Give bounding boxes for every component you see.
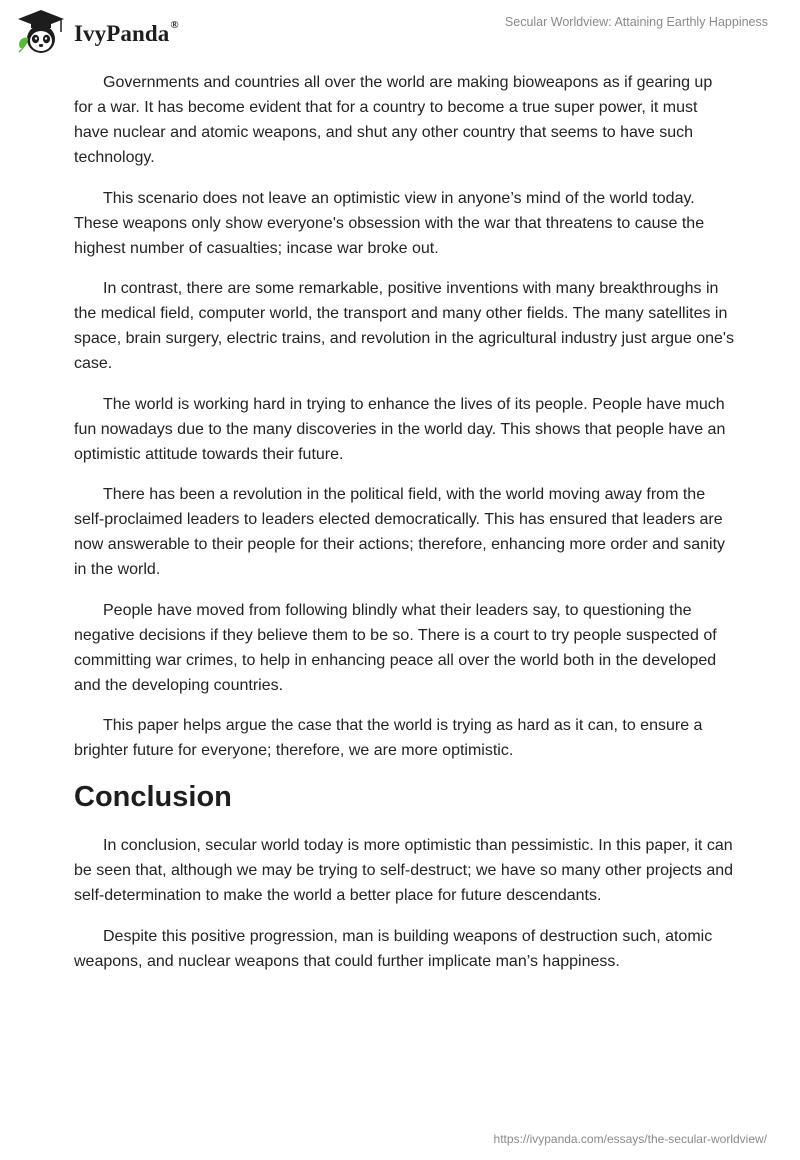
panda-graduate-icon: [14, 8, 68, 56]
conclusion-heading: Conclusion: [74, 781, 232, 813]
paragraph: Governments and countries all over the world are making bioweapons as if gearing up for a war. It has become evident that for a country to become a true super power, it must have nuclear and atomic weapons, and shut any other country that seems to have such technology.: [74, 74, 713, 166]
paragraph: In conclusion, secular world today is more optimistic than pessimistic. In this paper, it can be seen that, although we may be trying to self-destruct; we have so many other projects and self-determination to make the world a better place for future descendants.: [74, 837, 734, 904]
page-header: [0, 0, 800, 64]
paragraph: People have moved from following blindly what their leaders say, to questioning the negative decisions if they believe them to be so. There is a court to try people suspected of committing war crimes, to help in enhancing peace all over the world both in the developed and the developing countries.: [74, 601, 717, 694]
paragraph: In contrast, there are some remarkable, positive inventions with many breakthroughs in the medical field, computer world, the transport and many other fields. The many satellites in space, brain surgery, electric trains, and revolution in the agricultural industry just argue one's case.: [74, 280, 734, 372]
paragraph: There has been a revolution in the political field, with the world moving away from the self-proclaimed leaders to leaders elected democratically. This has ensured that leaders are now answerable to their people for their actions; therefore, enhancing more order and sanity in the world.: [74, 486, 726, 578]
logo-wordmark: IvyPanda®: [74, 19, 179, 46]
paragraph: Despite this positive progression, man is building weapons of destruction such, atomic weapons, and nuclear weapons that could further implicate man’s happiness.: [74, 927, 713, 970]
essay-body: [74, 70, 734, 989]
source-url[interactable]: https://ivypanda.com/essays/the-secular-worldview/: [493, 1132, 767, 1146]
ivypanda-logo[interactable]: [14, 8, 179, 56]
paragraph: This scenario does not leave an optimistic view in anyone’s mind of the world today. These weapons only show everyone's obsession with the war that threatens to cause the highest number of casualties; incase war broke out.: [74, 189, 705, 257]
paragraph: The world is working hard in trying to enhance the lives of its people. People have much fun nowadays due to the many discoveries in the world day. This shows that people have an optimistic attitude towards their future.: [74, 395, 726, 463]
document-title: Secular Worldview: Attaining Earthly Happiness: [504, 15, 768, 29]
paragraph: This paper helps argue the case that the world is trying as hard as it can, to ensure a brighter future for everyone; therefore, we are more optimistic.: [74, 717, 703, 759]
